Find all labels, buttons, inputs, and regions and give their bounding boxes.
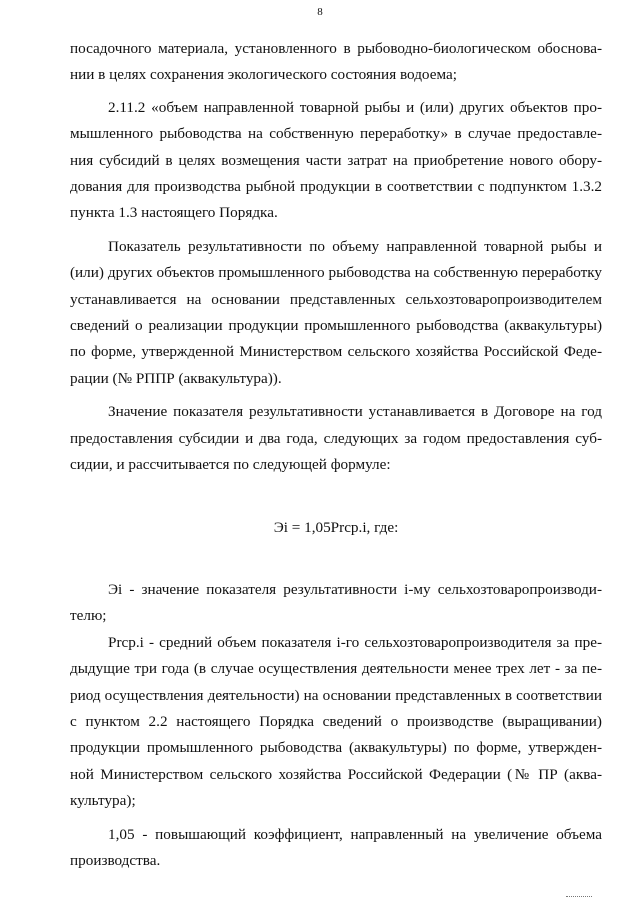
definition-coefficient: 1,05 - повышающий коэффициент, направленный на увеличение объема производства. — [70, 825, 602, 869]
paragraph-indicator-value: Значение показателя результативности устанавливается в Договоре на год предоставления субсидии и два года, следующих за годом предоставления субсидии, и рассчитывается по следующей формуле: — [70, 403, 602, 474]
definition-prcp: Prcp.i - средний объем показателя i-го сельхозтоваропроизводителя за предыдущие три года (в случае осуществления деятельности менее трех лет - за период осуществления деятельности) на основании представленных в соответствии с пунктом 2.2 настоящего Порядка сведений о производстве (выращивании) продукции промышленного рыбоводства (аквакультуры) по форме, утвержденной Министерством сельского хозяйства Российской Федерации (№ ПР (аквакультура); — [70, 633, 602, 810]
formula: Эi = 1,05Prcp.i, где: — [273, 518, 399, 536]
paragraph-clause-2-11-2: 2.11.2 «объем направленной товарной рыбы и (или) других объектов промышленного рыбоводства на собственную переработку» в случае предоставления субсидий в целях возмещения части затрат на приобретение нового оборудования для производства рыбной продукции в соответствии с подпунктом 1.3.2 пункта 1.3 настоящего Порядка. — [70, 98, 602, 222]
scan-mark — [566, 896, 592, 898]
page-number: 8 — [317, 6, 323, 18]
document-body — [70, 36, 602, 874]
definition-ei: Эi - значение показателя результативности i-му сельхозтоваропроизводителю; — [70, 580, 602, 625]
paragraph-continuation: посадочного материала, установленного в рыбоводно-биологическом обосновании в целях сохранения экологического состояния водоема; — [70, 40, 602, 84]
paragraph-indicator-basis: Показатель результативности по объему направленной товарной рыбы и (или) других объектов промышленного рыбоводства на собственную переработку устанавливается на основании представленных сельхозтоваропроизводителем сведений о реализации продукции промышленного рыбоводства (аквакультуры) по форме, утвержденной Министерством сельского хозяйства Российской Федерации (№ РППР (аквакультура)). — [70, 237, 602, 387]
